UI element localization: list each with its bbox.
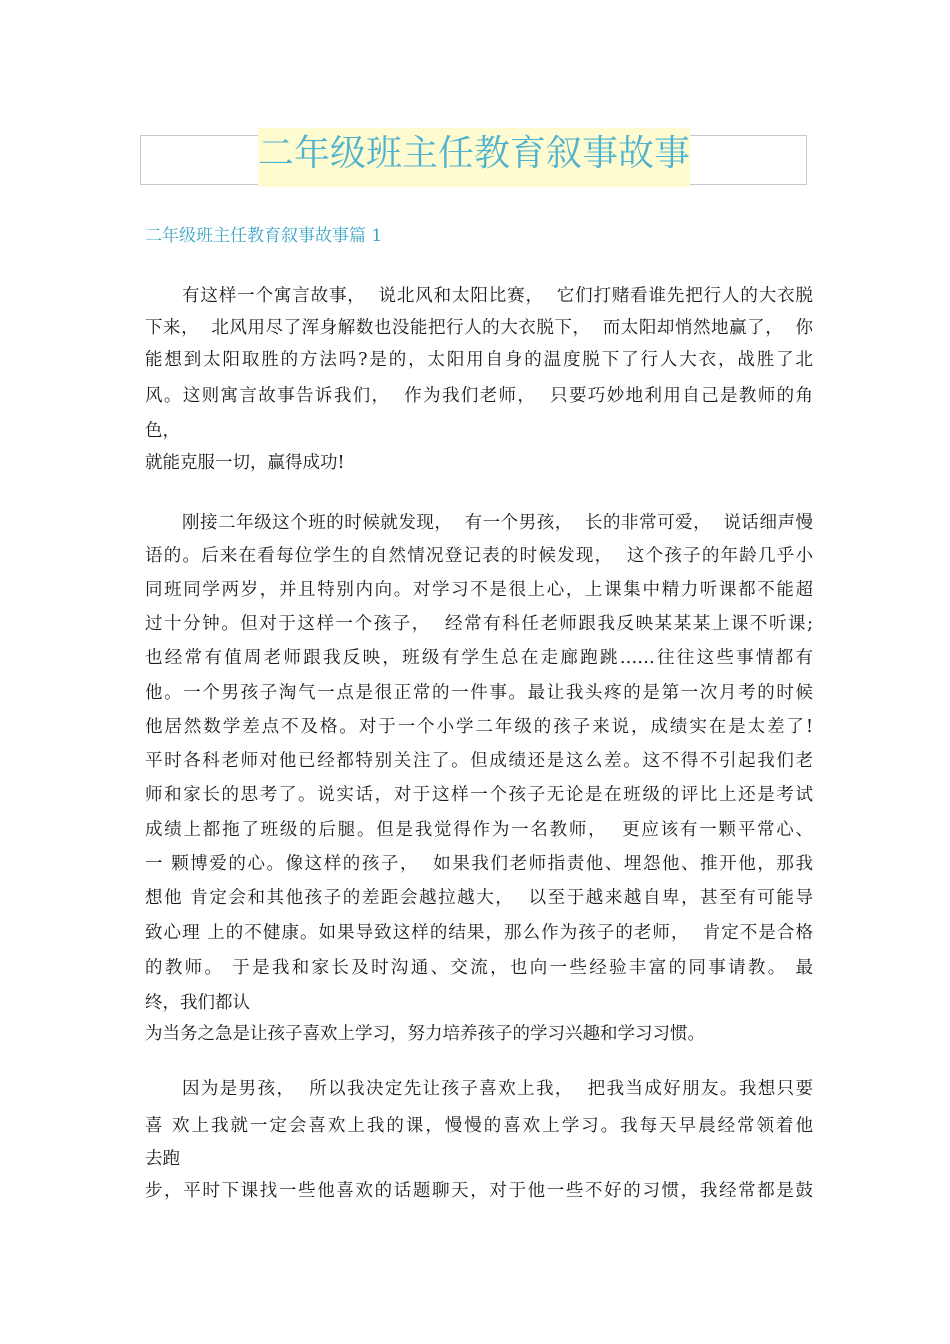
- paragraph-3-line-3: 去跑: [145, 1149, 180, 1169]
- paragraph-2-line-16: 为当务之急是让孩子喜欢上学习，努力培养孩子的学习兴趣和学习习惯。: [145, 1024, 705, 1044]
- section-heading: 二年级班主任教育叙事故事篇 1: [145, 226, 383, 246]
- paragraph-2-line-8: 平时各科老师对他已经都特别关注了。但成绩还是这么差。这不得不引起我们老: [145, 751, 813, 771]
- paragraph-1-line-5: 色，: [145, 421, 180, 441]
- paragraph-1-line-2: 下来， 北风用尽了浑身解数也没能把行人的大衣脱下， 而太阳却悄然地赢了， 你: [145, 318, 813, 338]
- paragraph-2-line-12: 想他 肯定会和其他孩子的差距会越拉越大， 以至于越来越自卑，甚至有可能导: [145, 888, 813, 908]
- paragraph-1-line-1: 有这样一个寓言故事， 说北风和太阳比赛， 它们打赌看谁先把行人的大衣脱: [182, 286, 813, 306]
- paragraph-2-line-11: 一 颗博爱的心。像这样的孩子， 如果我们老师指责他、埋怨他、推开他，那我: [145, 854, 813, 874]
- paragraph-2-line-9: 师和家长的思考了。说实话，对于这样一个孩子无论是在班级的评比上还是考试: [145, 785, 813, 805]
- paragraph-1-line-3: 能想到太阳取胜的方法吗?是的，太阳用自身的温度脱下了行人大衣，战胜了北: [145, 350, 813, 370]
- paragraph-2-line-1: 刚接二年级这个班的时候就发现， 有一个男孩， 长的非常可爱， 说话细声慢: [182, 513, 813, 533]
- paragraph-3-line-4: 步，平时下课找一些他喜欢的话题聊天，对于他一些不好的习惯，我经常都是鼓: [145, 1181, 813, 1201]
- paragraph-2-line-4: 过十分钟。但对于这样一个孩子， 经常有科任老师跟我反映某某某上课不听课;: [145, 614, 813, 634]
- paragraph-2-line-5: 也经常有值周老师跟我反映，班级有学生总在走廊跑跳……往往这些事情都有: [145, 648, 813, 668]
- paragraph-3-line-2: 喜 欢上我就一定会喜欢上我的课，慢慢的喜欢上学习。我每天早晨经常领着他: [145, 1116, 813, 1136]
- paragraph-3-line-1: 因为是男孩， 所以我决定先让孩子喜欢上我， 把我当成好朋友。我想只要: [182, 1079, 813, 1099]
- paragraph-2-line-14: 的教师。 于是我和家长及时沟通、交流，也向一些经验丰富的同事请教。 最: [145, 958, 813, 978]
- paragraph-2-line-15: 终，我们都认: [145, 993, 250, 1013]
- paragraph-2-line-2: 语的。后来在看每位学生的自然情况登记表的时候发现， 这个孩子的年龄几乎小: [145, 546, 813, 566]
- paragraph-2-line-6: 他。一个男孩子淘气一点是很正常的一件事。最让我头疼的是第一次月考的时候: [145, 683, 813, 703]
- paragraph-2-line-10: 成绩上都拖了班级的后腿。但是我觉得作为一名教师， 更应该有一颗平常心、: [145, 820, 813, 840]
- paragraph-2-line-3: 同班同学两岁，并且特别内向。对学习不是很上心，上课集中精力听课都不能超: [145, 580, 813, 600]
- paragraph-2-line-7: 他居然数学差点不及格。对于一个小学二年级的孩子来说，成绩实在是太差了!: [145, 717, 813, 737]
- paragraph-1-line-4: 风。这则寓言故事告诉我们， 作为我们老师， 只要巧妙地利用自己是教师的角: [145, 386, 813, 406]
- paragraph-1-line-6: 就能克服一切，赢得成功!: [145, 453, 345, 473]
- paragraph-2-line-13: 致心理 上的不健康。如果导致这样的结果，那么作为孩子的老师， 肯定不是合格: [145, 923, 813, 943]
- document-title: 二年级班主任教育叙事故事: [258, 133, 691, 174]
